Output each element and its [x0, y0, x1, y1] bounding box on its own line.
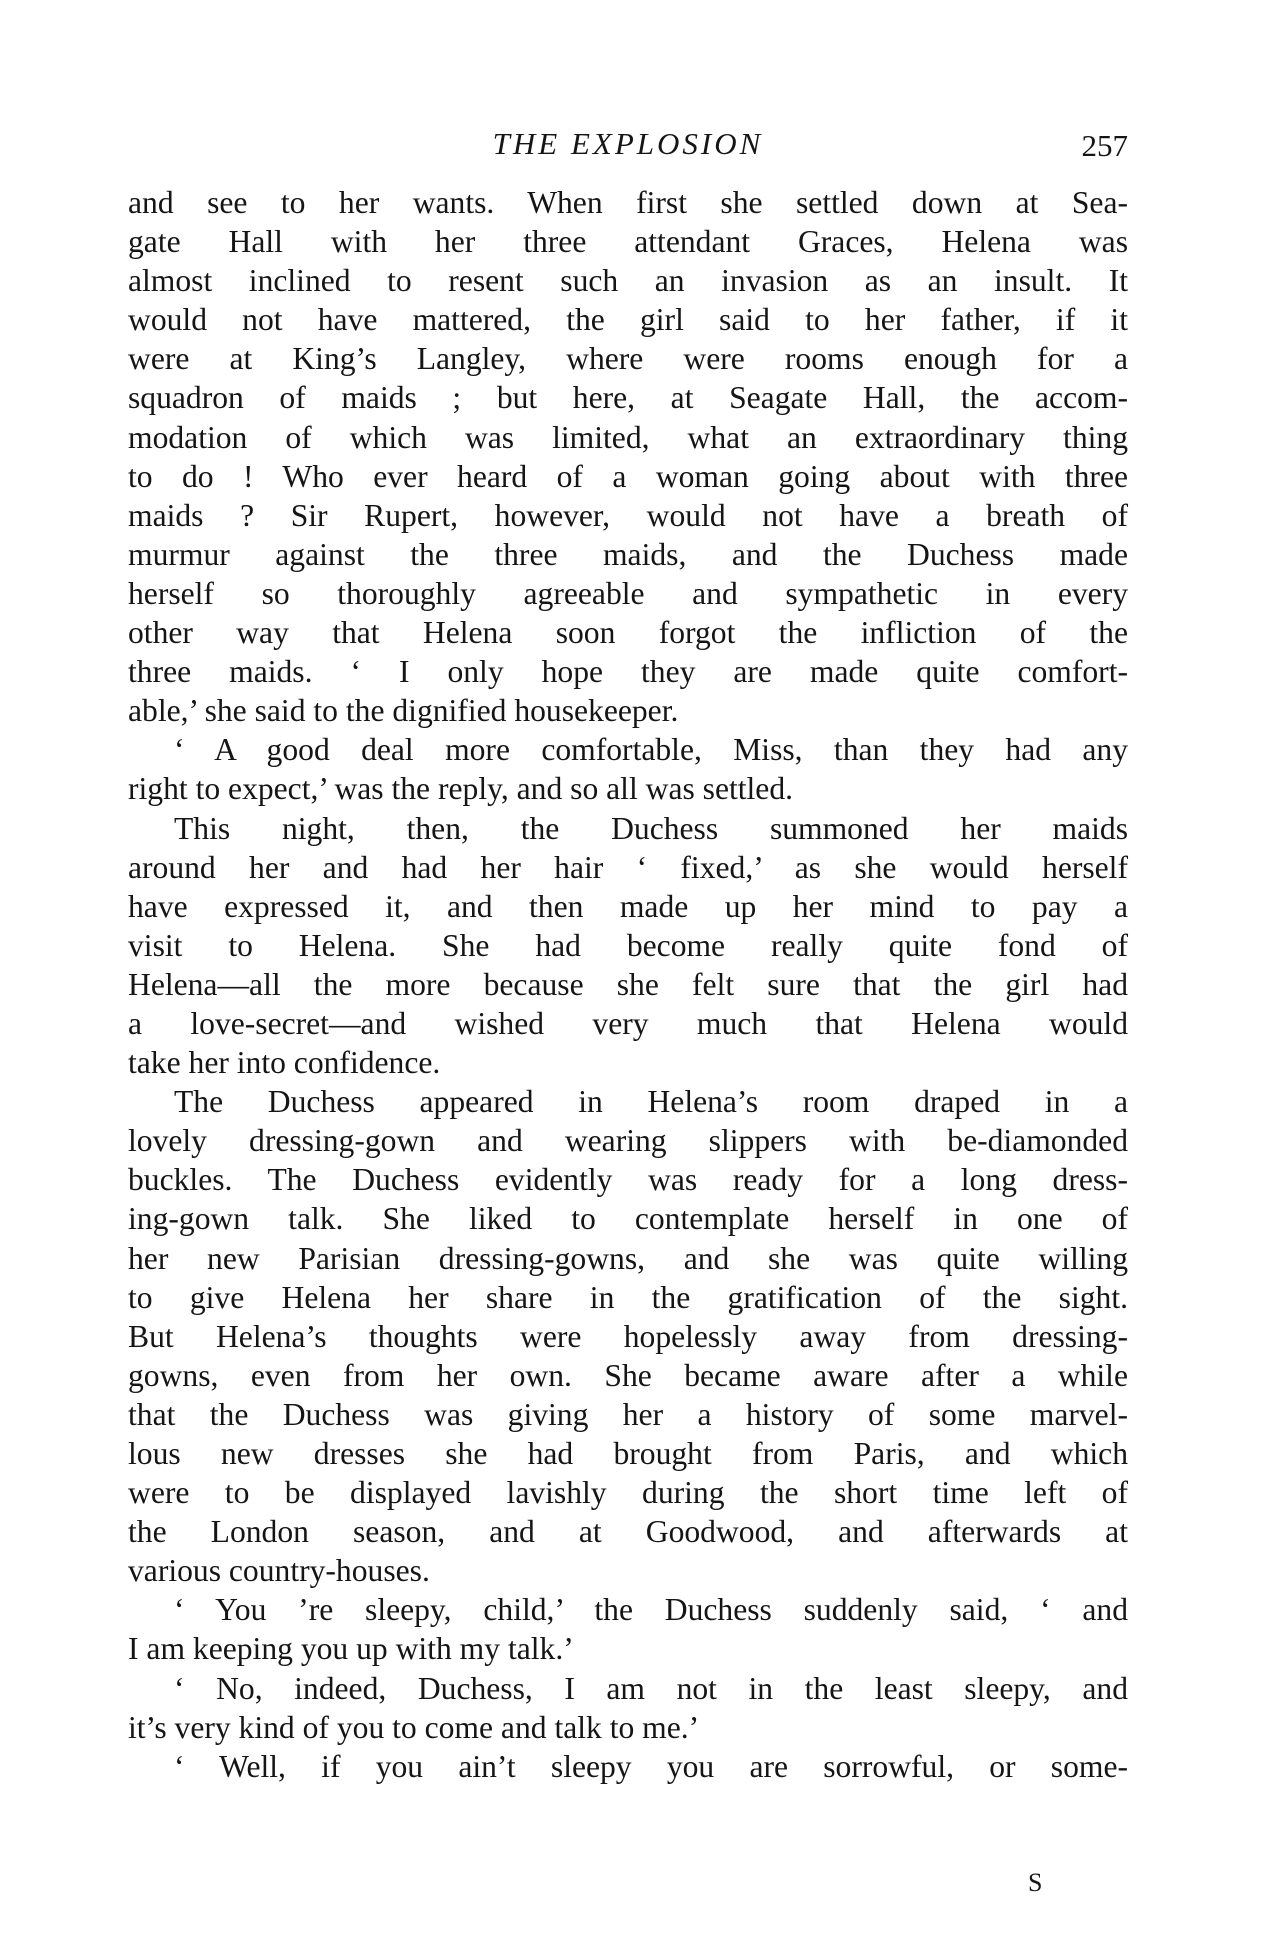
text-line: squadron of maids ; but here, at Seagate Hall, the accom-	[128, 380, 1128, 416]
text-line: ‘ You ’re sleepy, child,’ the Duchess suddenly said, ‘ and	[174, 1592, 1128, 1628]
text-line: able,’ she said to the dignified housekeeper.	[128, 693, 679, 729]
text-line: visit to Helena. She had become really quite fond of	[128, 927, 1128, 963]
text-line: would not have mattered, the girl said to her father, if it	[128, 302, 1128, 338]
text-line: it’s very kind of you to come and talk to me.’	[128, 1709, 700, 1745]
body-text	[128, 183, 1128, 1786]
text-line: The Duchess appeared in Helena’s room draped in a	[174, 1084, 1128, 1120]
text-line: ‘ Well, if you ain’t sleepy you are sorrowful, or some-	[174, 1748, 1128, 1784]
text-line: other way that Helena soon forgot the infliction of the	[128, 615, 1128, 651]
text-line: a love-secret—and wished very much that Helena would	[128, 1005, 1128, 1041]
text-line: I am keeping you up with my talk.’	[128, 1631, 574, 1667]
text-line: were to be displayed lavishly during the short time left of	[128, 1475, 1128, 1511]
text-line: her new Parisian dressing-gowns, and she was quite willing	[128, 1240, 1128, 1276]
text-line: ing-gown talk. She liked to contemplate herself in one of	[128, 1201, 1128, 1237]
text-line: Helena—all the more because she felt sure that the girl had	[128, 966, 1128, 1002]
page-header	[128, 124, 1128, 172]
text-line: that the Duchess was giving her a history of some marvel-	[128, 1396, 1128, 1432]
text-line: right to expect,’ was the reply, and so all was settled.	[128, 771, 794, 807]
text-line: herself so thoroughly agreeable and sympathetic in every	[128, 575, 1128, 611]
text-line: various country-houses.	[128, 1553, 430, 1589]
text-line: lovely dressing-gown and wearing slippers with be-diamonded	[128, 1123, 1128, 1159]
signature-mark: S	[1028, 1868, 1043, 1897]
text-line: lous new dresses she had brought from Paris, and which	[128, 1436, 1128, 1471]
text-line: buckles. The Duchess evidently was ready for a long dress-	[128, 1162, 1128, 1198]
text-line: take her into confidence.	[128, 1045, 441, 1081]
text-line: to do ! Who ever heard of a woman going about with three	[128, 458, 1128, 494]
text-line: the London season, and at Goodwood, and afterwards at	[128, 1514, 1128, 1550]
text-line: This night, then, the Duchess summoned her maids	[174, 810, 1128, 846]
text-line: gowns, even from her own. She became aware after a while	[128, 1357, 1128, 1393]
text-line: to give Helena her share in the gratification of the sight.	[128, 1279, 1128, 1315]
text-line: maids ? Sir Rupert, however, would not have a breath of	[128, 497, 1128, 533]
text-line: around her and had her hair ‘ fixed,’ as she would herself	[128, 849, 1128, 885]
text-line: gate Hall with her three attendant Graces, Helena was	[128, 224, 1128, 260]
text-line: modation of which was limited, what an extraordinary thing	[128, 419, 1128, 455]
running-title: THE EXPLOSION	[492, 126, 764, 161]
text-line: ‘ No, indeed, Duchess, I am not in the least sleepy, and	[174, 1670, 1128, 1706]
text-line: were at King’s Langley, where were rooms enough for a	[128, 341, 1128, 377]
text-line: But Helena’s thoughts were hopelessly away from dressing-	[128, 1318, 1128, 1354]
text-line: ‘ A good deal more comfortable, Miss, than they had any	[174, 732, 1128, 768]
page-number: 257	[1081, 128, 1128, 163]
text-line: and see to her wants. When first she settled down at Sea-	[128, 185, 1128, 220]
text-line: murmur against the three maids, and the Duchess made	[128, 536, 1128, 572]
text-line: have expressed it, and then made up her mind to pay a	[128, 888, 1128, 924]
text-line: almost inclined to resent such an invasion as an insult. It	[128, 263, 1128, 299]
text-line: three maids. ‘ I only hope they are made quite comfort-	[128, 654, 1128, 690]
